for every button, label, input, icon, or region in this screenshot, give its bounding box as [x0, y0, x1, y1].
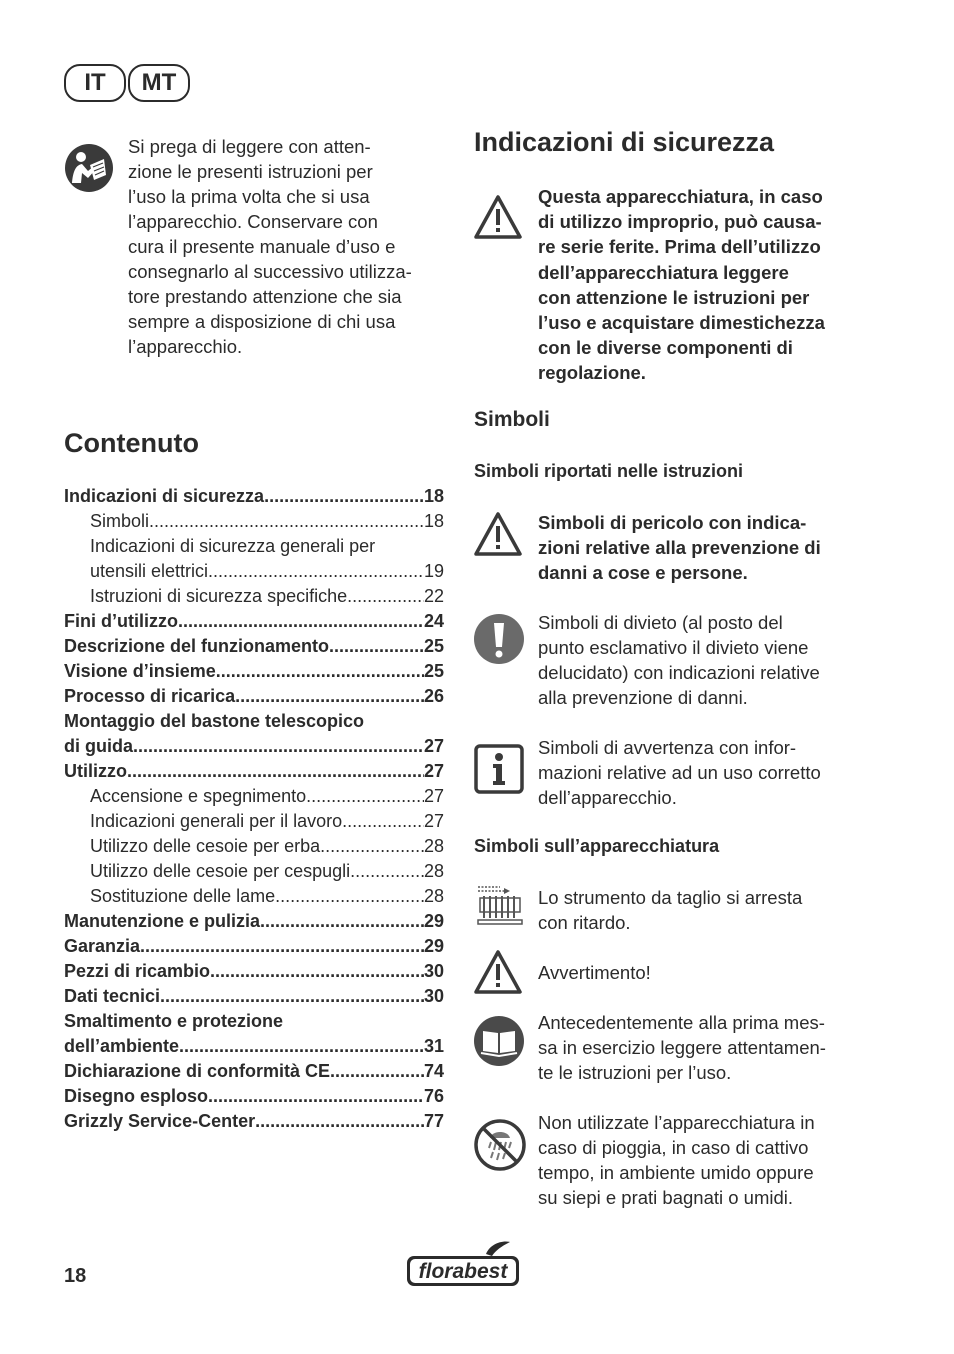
device-symbol-text [538, 960, 868, 985]
toc-entry-title: Dichiarazione di conformità CE [64, 1061, 331, 1081]
toc-entry-page: 27 [423, 786, 444, 806]
toc-entry-title: Pezzi di ricambio [64, 961, 211, 981]
toc-dot-leader [320, 834, 424, 859]
symbol-line: caso di pioggia, in caso di cattivo [538, 1137, 809, 1158]
toc-entry-page: 29 [423, 911, 444, 931]
toc-dot-leader [275, 884, 424, 909]
toc-dot-leader [133, 734, 424, 759]
symbol-line: mazioni relative ad un uso corretto [538, 762, 821, 783]
toc-entry-page: 28 [423, 861, 444, 881]
toc-entry-title: Utilizzo delle cesoie per erba [90, 836, 321, 856]
symbol-line: sa in esercizio leggere attentamen- [538, 1037, 826, 1058]
symbol-line: Simboli di pericolo con indica- [538, 512, 807, 533]
toc-dot-leader [208, 559, 424, 584]
toc-dot-leader [347, 584, 424, 609]
language-badge-it: IT [64, 64, 126, 102]
toc-entry [64, 584, 444, 609]
safety-warning-text [538, 184, 868, 386]
symbol-line: su siepi e prati bagnati o umidi. [538, 1187, 794, 1208]
language-badge-mt: MT [128, 64, 190, 102]
info-square-icon [474, 744, 524, 794]
toc-entry [64, 934, 444, 959]
toc-entry-title: Grizzly Service-Center [64, 1111, 256, 1131]
toc-entry [64, 484, 444, 509]
toc-entry-page: 18 [423, 511, 444, 531]
symbols-heading: Simboli [474, 408, 550, 431]
toc-dot-leader [329, 634, 424, 659]
page-number: 18 [64, 1265, 87, 1287]
intro-line: Si prega di leggere con atten- [128, 136, 371, 157]
toc-entry [64, 959, 444, 984]
instr-symbol-text [538, 735, 868, 810]
warning-triangle-icon [473, 949, 523, 995]
toc-entry [64, 834, 444, 859]
intro-line: zione le presenti istruzioni per [128, 161, 373, 182]
toc-entry [64, 534, 444, 559]
toc-dot-leader [127, 759, 424, 784]
toc-entry-page: 74 [423, 1061, 444, 1081]
safety-title: Indicazioni di sicurezza [474, 127, 775, 157]
toc-entry-title: Indicazioni di sicurezza [64, 486, 265, 506]
toc-entry-page: 26 [423, 686, 444, 706]
toc-entry-title: di guida [64, 736, 133, 756]
toc-entry-page: 77 [423, 1111, 444, 1131]
toc-entry [64, 809, 444, 834]
intro-line: l’uso la prima volta che si usa [128, 186, 370, 207]
toc-dot-leader [306, 784, 424, 809]
toc-entry-title: Utilizzo [64, 761, 127, 781]
toc-entry-page: 76 [423, 1086, 444, 1106]
toc-entry-title: Utilizzo delle cesoie per cespugli [90, 861, 351, 881]
symbol-line: Avvertimento! [538, 962, 651, 983]
toc-entry [64, 909, 444, 934]
toc-entry-page: 27 [423, 761, 444, 781]
toc-title: Contenuto [64, 428, 199, 458]
warning-triangle-icon [473, 511, 523, 557]
symbol-line: zioni relative alla prevenzione di [538, 537, 821, 558]
warning-triangle-icon [473, 194, 523, 240]
toc-dot-leader [342, 809, 424, 834]
toc-entry [64, 659, 444, 684]
symbol-line: tempo, in ambiente umido oppure [538, 1162, 814, 1183]
symbol-line: Antecedentemente alla prima mes- [538, 1012, 825, 1033]
toc-entry-page: 30 [423, 986, 444, 1006]
toc-entry-title: Smaltimento e protezione [64, 1011, 284, 1031]
toc-dot-leader [178, 609, 424, 634]
toc-entry [64, 709, 444, 734]
toc-dot-leader [160, 984, 424, 1009]
symbol-line: alla prevenzione di danni. [538, 687, 748, 708]
toc-entry [64, 559, 444, 584]
toc-dot-leader [255, 1109, 424, 1134]
no-rain-icon [473, 1118, 527, 1172]
toc-entry-title: Fini d’utilizzo [64, 611, 178, 631]
toc-entry [64, 984, 444, 1009]
toc-entry-page: 27 [423, 736, 444, 756]
symbol-line: con ritardo. [538, 912, 631, 933]
symbol-line: danni a cose e persone. [538, 562, 748, 583]
toc-entry-title: Simboli [90, 511, 150, 531]
toc-entry-title: Dati tecnici [64, 986, 161, 1006]
toc-entry-title: utensili elettrici [90, 561, 209, 581]
toc-entry-title: Montaggio del bastone telescopico [64, 711, 365, 731]
toc-dot-leader [264, 484, 424, 509]
toc-entry [64, 509, 444, 534]
toc-entry-page: 25 [423, 636, 444, 656]
toc-entry-title: Manutenzione e pulizia [64, 911, 261, 931]
symbol-line: Simboli di avvertenza con infor- [538, 737, 797, 758]
warning-line: di utilizzo improprio, può causa- [538, 211, 822, 233]
device-symbol-text [538, 1010, 868, 1085]
toc-entry-title: Accensione e spegnimento [90, 786, 307, 806]
toc-dot-leader [216, 659, 424, 684]
intro-line: l’apparecchio. Conservare con [128, 211, 378, 232]
table-of-contents [64, 484, 444, 1134]
warning-line: l’uso e acquistare dimestichezza [538, 312, 825, 334]
toc-dot-leader [179, 1034, 424, 1059]
toc-entry [64, 734, 444, 759]
manual-book-icon [473, 1015, 525, 1067]
device-symbol-text [538, 1110, 868, 1210]
toc-entry-title: Disegno esploso [64, 1086, 209, 1106]
device-symbols-heading: Simboli sull’apparecchiatura [474, 836, 720, 856]
toc-entry-page: 27 [423, 811, 444, 831]
exclamation-circle-icon [473, 613, 525, 665]
florabest-logo [404, 1240, 522, 1292]
toc-dot-leader [210, 959, 424, 984]
toc-entry [64, 759, 444, 784]
toc-entry [64, 1084, 444, 1109]
toc-entry [64, 884, 444, 909]
toc-dot-leader [235, 684, 424, 709]
instr-symbol-text [538, 510, 868, 585]
warning-line: Questa apparecchiatura, in caso [538, 186, 823, 207]
symbol-line: dell’apparecchio. [538, 787, 677, 808]
instructions-symbols-heading: Simboli riportati nelle istruzioni [474, 461, 744, 481]
intro-line: l’apparecchio. [128, 336, 243, 357]
toc-entry [64, 1059, 444, 1084]
toc-entry-page: 28 [423, 836, 444, 856]
toc-entry-page: 25 [423, 661, 444, 681]
symbol-line: te le istruzioni per l’uso. [538, 1062, 732, 1083]
warning-line: con le diverse componenti di [538, 337, 793, 359]
toc-entry-title: Indicazioni generali per il lavoro [90, 811, 343, 831]
toc-entry-page: 29 [423, 936, 444, 956]
toc-dot-leader [330, 1059, 424, 1084]
toc-entry [64, 1009, 444, 1034]
toc-entry [64, 634, 444, 659]
toc-entry [64, 609, 444, 634]
toc-dot-leader [140, 934, 424, 959]
toc-entry-title: Descrizione del funzionamento [64, 636, 330, 656]
toc-dot-leader [283, 1009, 444, 1034]
instr-symbol-text [538, 610, 868, 710]
toc-dot-leader [149, 509, 424, 534]
device-symbol-text [538, 885, 868, 935]
toc-entry-title: Sostituzione delle lame [90, 886, 276, 906]
toc-entry [64, 784, 444, 809]
toc-entry-page: 18 [423, 486, 444, 506]
toc-entry [64, 1109, 444, 1134]
intro-line: tore prestando attenzione che sia [128, 286, 402, 307]
intro-line: sempre a disposizione di chi usa [128, 311, 396, 332]
toc-entry-title: Indicazioni di sicurezza generali per [90, 536, 376, 556]
warning-line: con attenzione le istruzioni per [538, 286, 810, 308]
toc-dot-leader [364, 709, 444, 734]
toc-entry-page: 19 [423, 561, 444, 581]
warning-line: regolazione. [538, 362, 646, 384]
toc-entry-title: Istruzioni di sicurezza specifiche [90, 586, 348, 606]
toc-entry-page: 22 [423, 586, 444, 606]
toc-entry-page: 28 [423, 886, 444, 906]
intro-text [128, 134, 448, 359]
read-manual-icon [64, 143, 114, 193]
toc-entry-title: Visione d’insieme [64, 661, 216, 681]
intro-line: consegnarlo al successivo utilizza- [128, 261, 412, 282]
toc-entry [64, 684, 444, 709]
symbol-line: Lo strumento da taglio si arresta [538, 887, 803, 908]
toc-entry-title: Garanzia [64, 936, 141, 956]
logo-wordmark: florabest [418, 1260, 508, 1283]
toc-entry [64, 1034, 444, 1059]
warning-line: dell’apparecchiatura leggere [538, 261, 789, 283]
symbol-line: Non utilizzate l’apparecchiatura in [538, 1112, 815, 1133]
symbol-line: punto esclamativo il divieto viene [538, 637, 809, 658]
symbol-line: Simboli di divieto (al posto del [538, 612, 783, 633]
warning-line: re serie ferite. Prima dell’utilizzo [538, 236, 821, 258]
toc-entry-page: 30 [423, 961, 444, 981]
toc-dot-leader [350, 859, 424, 884]
toc-dot-leader [208, 1084, 424, 1109]
toc-entry-title: Processo di ricarica [64, 686, 236, 706]
toc-dot-leader [375, 534, 444, 559]
toc-entry [64, 859, 444, 884]
toc-dot-leader [260, 909, 424, 934]
toc-entry-page: 24 [423, 611, 444, 631]
blade-delay-icon [474, 884, 526, 928]
toc-entry-page: 31 [423, 1036, 444, 1056]
toc-entry-title: dell’ambiente [64, 1036, 180, 1056]
intro-line: cura il presente manuale d’uso e [128, 236, 396, 257]
symbol-line: delucidato) con indicazioni relative [538, 662, 820, 683]
